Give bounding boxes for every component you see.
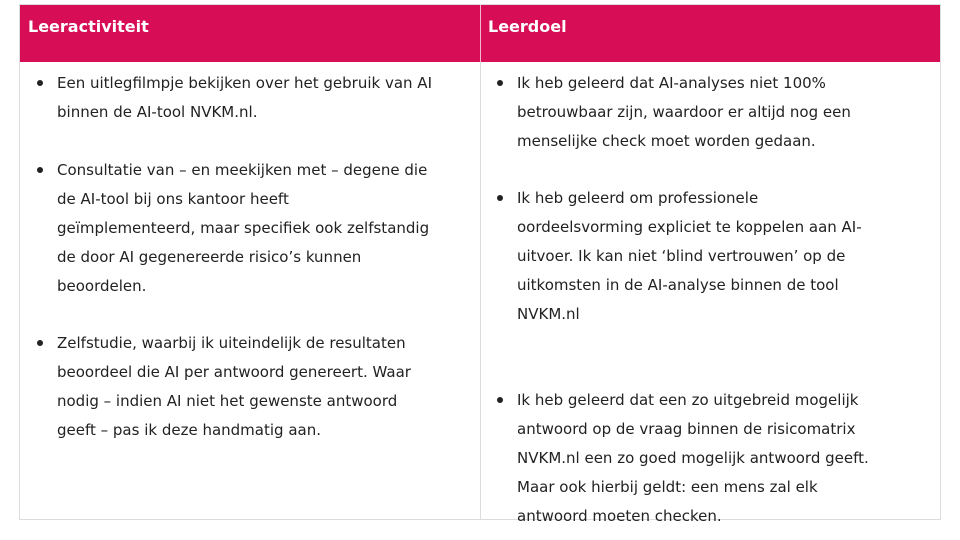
line: NVKM.nl xyxy=(517,305,580,323)
activity-item xyxy=(32,69,474,127)
line: Consultatie van – en meekijken met – degene die xyxy=(57,161,428,179)
line: beoordeel die AI per antwoord genereert. Waar xyxy=(57,363,411,381)
line: uitkomsten in de AI-analyse binnen de tool xyxy=(517,276,839,294)
bullet-icon xyxy=(497,195,503,201)
activity-item xyxy=(32,329,474,445)
line: binnen de AI-tool NVKM.nl. xyxy=(57,103,258,121)
line: Een uitlegfilmpje bekijken over het gebruik van AI xyxy=(57,74,432,92)
line: beoordelen. xyxy=(57,277,147,295)
table-header xyxy=(20,5,940,62)
line: NVKM.nl een zo goed mogelijk antwoord geeft. xyxy=(517,449,869,467)
bullet-icon xyxy=(37,167,43,173)
line: antwoord moeten checken. xyxy=(517,507,722,525)
line: de door AI gegenereerde risico’s kunnen xyxy=(57,248,362,266)
line: betrouwbaar zijn, waardoor er altijd nog een xyxy=(517,103,851,121)
header-leerdoel: Leerdoel xyxy=(488,17,567,36)
line: geïmplementeerd, maar specifiek ook zelfstandig xyxy=(57,219,430,237)
line: Zelfstudie, waarbij ik uiteindelijk de resultaten xyxy=(57,334,406,352)
line: Ik heb geleerd dat een zo uitgebreid mogelijk xyxy=(517,391,859,409)
line: nodig – indien AI niet het gewenste antwoord xyxy=(57,392,398,410)
activities-column xyxy=(32,69,474,445)
activity-item xyxy=(32,156,474,301)
line: menselijke check moet worden gedaan. xyxy=(517,132,816,150)
goal-item xyxy=(492,386,932,531)
line: antwoord op de vraag binnen de risicomatrix xyxy=(517,420,856,438)
line: de AI-tool bij ons kantoor heeft xyxy=(57,190,289,208)
line: oordeelsvorming expliciet te koppelen aan AI- xyxy=(517,218,862,236)
learning-table xyxy=(19,4,941,525)
line: Ik heb geleerd om professionele xyxy=(517,189,759,207)
bullet-icon xyxy=(497,397,503,403)
goal-item xyxy=(492,69,932,156)
line: uitvoer. Ik kan niet ‘blind vertrouwen’ op de xyxy=(517,247,846,265)
bullet-icon xyxy=(37,80,43,86)
line: Maar ook hierbij geldt: een mens zal elk xyxy=(517,478,818,496)
header-leeractiviteit: Leeractiviteit xyxy=(28,17,149,36)
bullet-icon xyxy=(497,80,503,86)
header-divider xyxy=(480,5,481,62)
line: geeft – pas ik deze handmatig aan. xyxy=(57,421,321,439)
bullet-icon xyxy=(37,340,43,346)
column-divider xyxy=(480,62,481,519)
goal-item xyxy=(492,184,932,329)
goals-column xyxy=(492,69,932,531)
line: Ik heb geleerd dat AI-analyses niet 100% xyxy=(517,74,826,92)
